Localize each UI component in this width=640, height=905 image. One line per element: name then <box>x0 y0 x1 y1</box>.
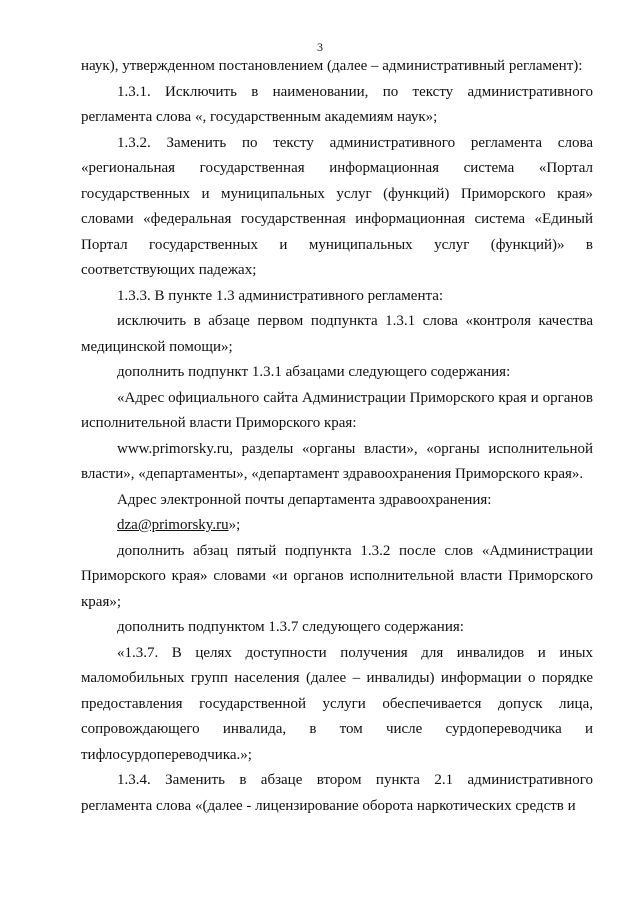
paragraph-1-3-2: 1.3.2. Заменить по тексту административного регламента слова «региональная государственная информационная система «Портал государственных и муниципальных услуг (функций) Приморского края» словами «федеральная государственная информационная система «Единый Портал государственных и муниципальных услуг (функций)» в соответствующих падежах; <box>81 134 593 278</box>
paragraph-1-3-7: «1.3.7. В целях доступности получения для инвалидов и иных маломобильных групп населения (далее – инвалиды) информации о порядке предоставления государственной услуги обеспечивается допуск лица, сопровождающего инвалида, в том числе сурдопереводчика и тифлосурдопереводчика.»; <box>81 644 593 763</box>
paragraph-add-subpoint: дополнить подпункт 1.3.1 абзацами следующего содержания: <box>117 364 511 380</box>
paragraph-exclude: исключить в абзаце первом подпункта 1.3.1 слова «контроля качества медицинской помощи»; <box>81 313 593 355</box>
page-number: 3 <box>317 40 323 54</box>
paragraph-abzac-5: дополнить абзац пятый подпункта 1.3.2 после слов «Администрации Приморского края» словами «и органов исполнительной власти Приморского края»; <box>81 542 593 610</box>
email-suffix: »; <box>228 517 241 533</box>
paragraph-intro: наук), утвержденном постановлением (далее – административный регламент): <box>81 58 583 74</box>
paragraph-email-label: Адрес электронной почты департамента здравоохранения: <box>117 491 492 508</box>
paragraph-1-3-3: 1.3.3. В пункте 1.3 административного регламента: <box>117 287 444 304</box>
paragraph-website-sections: www.primorsky.ru, разделы «органы власти», «органы исполнительной власти», «департаменты», «департамент здравоохранения Приморского края». <box>81 440 593 482</box>
paragraph-add-1-3-7: дополнить подпунктом 1.3.7 следующего содержания: <box>117 619 464 635</box>
paragraph-website-address: «Адрес официального сайта Администрации Приморского края и органов исполнительной власти Приморского края: <box>81 389 593 431</box>
paragraph-1-3-1: 1.3.1. Исключить в наименовании, по тексту административного регламента слова «, государственным академиям наук»; <box>81 83 593 125</box>
email-link[interactable]: dza@primorsky.ru <box>117 517 229 533</box>
document-body <box>81 54 593 819</box>
paragraph-email <box>81 513 593 539</box>
paragraph-1-3-4: 1.3.4. Заменить в абзаце втором пункта 2.1 административного регламента слова «(далее - лицензирование оборота наркотических средств и <box>81 772 593 814</box>
